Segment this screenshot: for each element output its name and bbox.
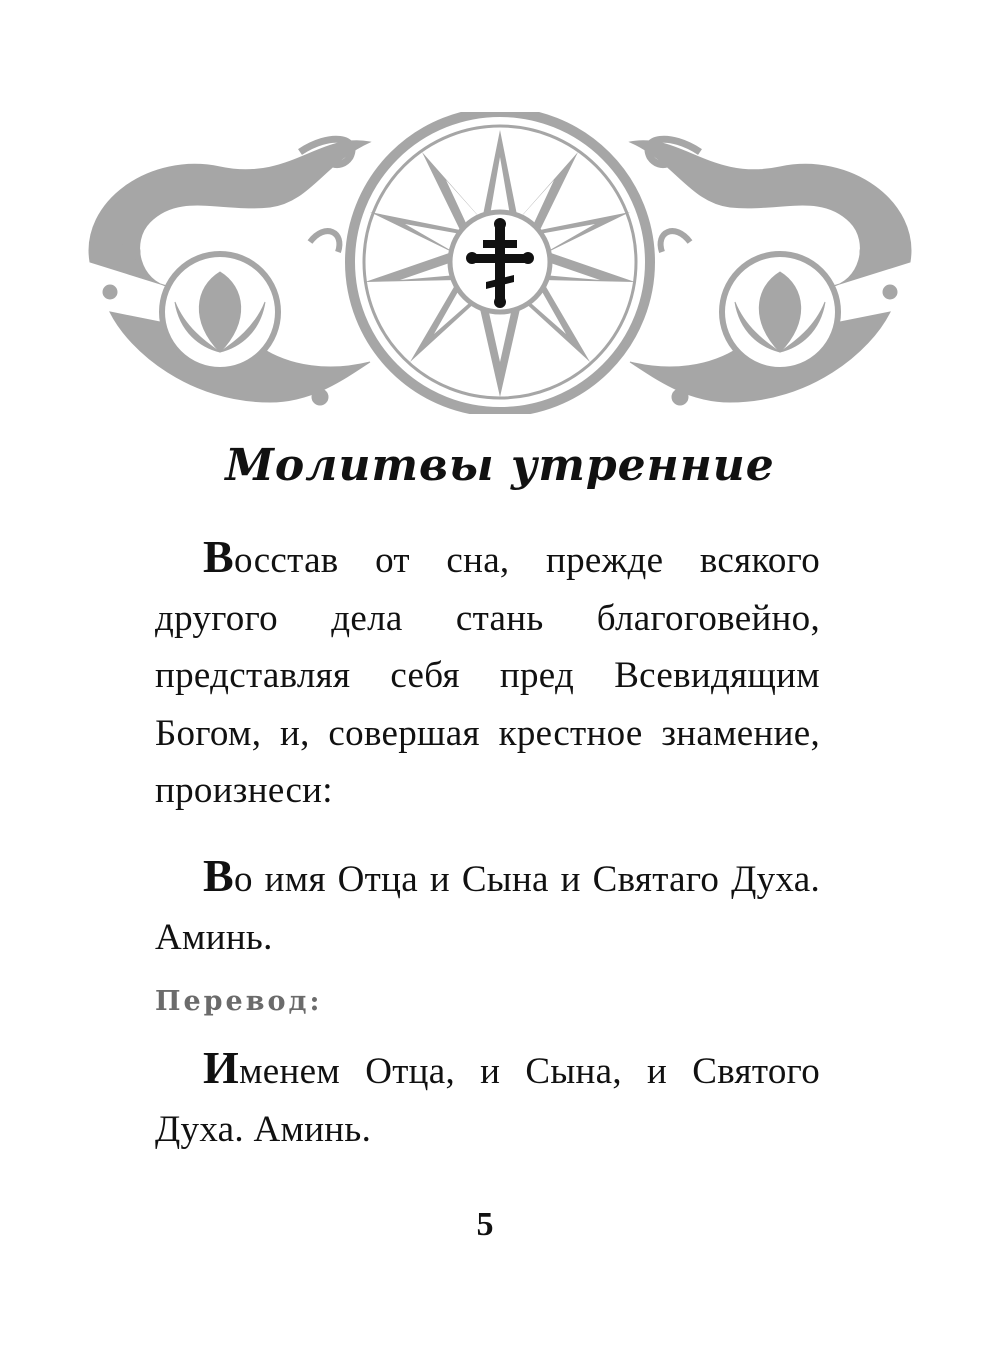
page-number: 5 [476,1206,494,1243]
headpiece-ornament [70,112,930,414]
drop-cap: В [203,531,234,582]
drop-cap: И [203,1042,240,1093]
translation-label: Перевод: [155,986,323,1017]
page-title: Молитвы утренние [225,440,775,491]
paragraph-text: менем Отца, и Сына, и Святого Духа. Аминь. [155,1051,820,1150]
prayer-paragraph [155,847,820,966]
paragraph-text: о имя Отца и Сына и Святаго Духа. Аминь. [155,859,820,958]
drop-cap: В [203,850,234,901]
paragraph-text: осстав от сна, прежде всякого другого дела стань благоговейно, представляя себя пред Всевидящим Богом, и, совершая крестное знамение, произнеси: [155,540,820,811]
translation-paragraph [155,1039,820,1158]
instruction-paragraph [155,528,820,820]
right-floral-ornament [630,139,911,405]
left-floral-ornament [89,139,370,405]
